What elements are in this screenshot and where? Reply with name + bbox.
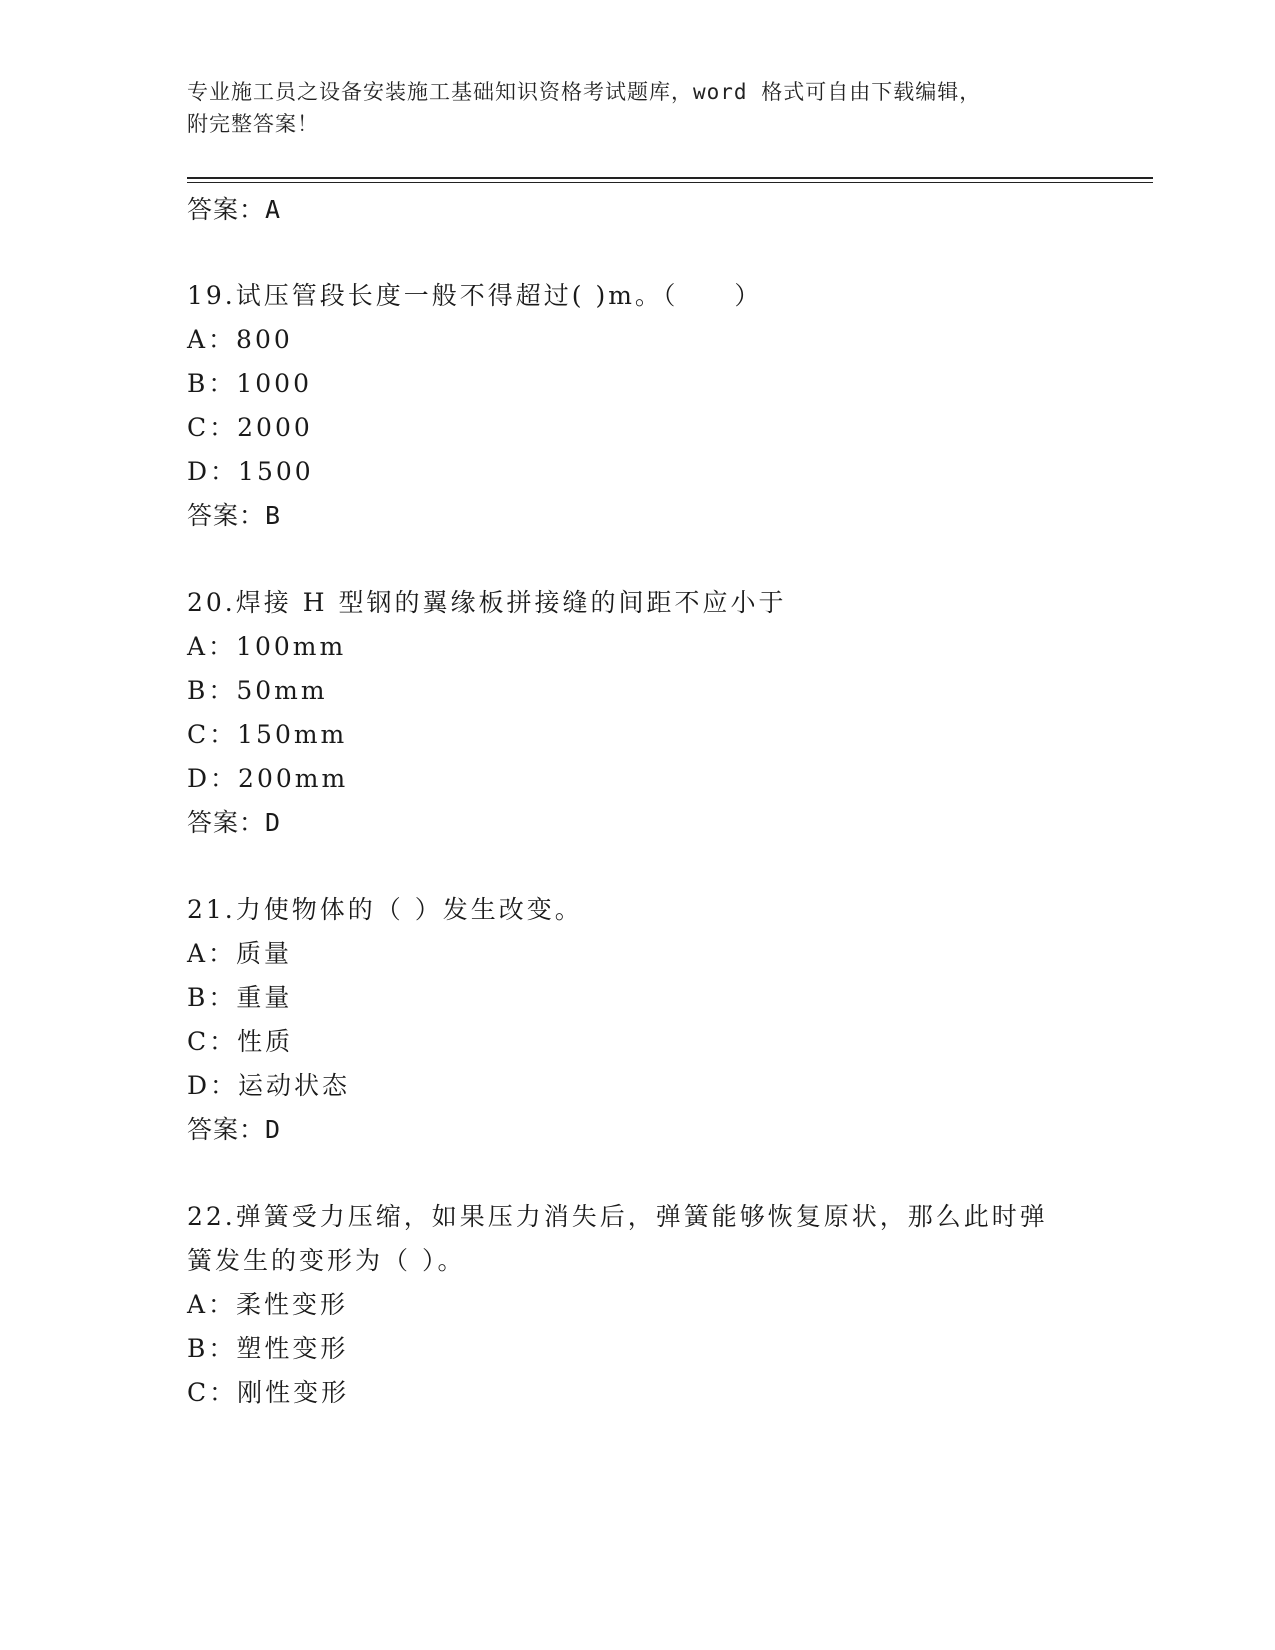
question-22-option-b: B：塑性变形 — [187, 1334, 349, 1363]
question-20-text: 20.焊接 H 型钢的翼缘板拼接缝的间距不应小于 — [187, 588, 787, 617]
question-21-option-d: D：运动状态 — [187, 1071, 351, 1100]
question-19-answer: 答案：B — [187, 501, 282, 530]
question-22-option-a: A：柔性变形 — [187, 1290, 349, 1319]
question-21-option-b: B：重量 — [187, 983, 293, 1012]
document-header — [187, 76, 1087, 140]
question-19-option-d: D：1500 — [187, 457, 314, 486]
question-20-option-a: A：100mm — [187, 632, 347, 661]
question-20-option-b: B：50mm — [187, 676, 328, 705]
question-21-text: 21.力使物体的（ ）发生改变。 — [187, 895, 583, 924]
question-19-text: 19.试压管段长度一般不得超过( )m。（ ） — [187, 281, 763, 310]
question-19-option-c: C：2000 — [187, 413, 313, 442]
question-21-answer: 答案：D — [187, 1115, 282, 1144]
header-divider-thin — [187, 182, 1153, 183]
question-22-text-line-2: 簧发生的变形为（ ）。 — [187, 1246, 466, 1275]
header-divider-thick — [187, 177, 1153, 179]
question-20-option-d: D：200mm — [187, 764, 349, 793]
question-20-answer: 答案：D — [187, 808, 282, 837]
header-line-2: 附完整答案！ — [187, 112, 319, 136]
question-22-option-c: C：刚性变形 — [187, 1378, 350, 1407]
question-21-option-c: C：性质 — [187, 1027, 294, 1056]
question-22-text-line-1: 22.弹簧受力压缩，如果压力消失后，弹簧能够恢复原状，那么此时弹 — [187, 1202, 1048, 1231]
question-19-option-b: B：1000 — [187, 369, 312, 398]
question-19-option-a: A：800 — [187, 325, 293, 354]
previous-answer: 答案：A — [187, 195, 282, 224]
header-line-1: 专业施工员之设备安装施工基础知识资格考试题库，word 格式可自由下载编辑， — [187, 80, 982, 104]
question-21-option-a: A：质量 — [187, 939, 293, 968]
question-20-option-c: C：150mm — [187, 720, 348, 749]
